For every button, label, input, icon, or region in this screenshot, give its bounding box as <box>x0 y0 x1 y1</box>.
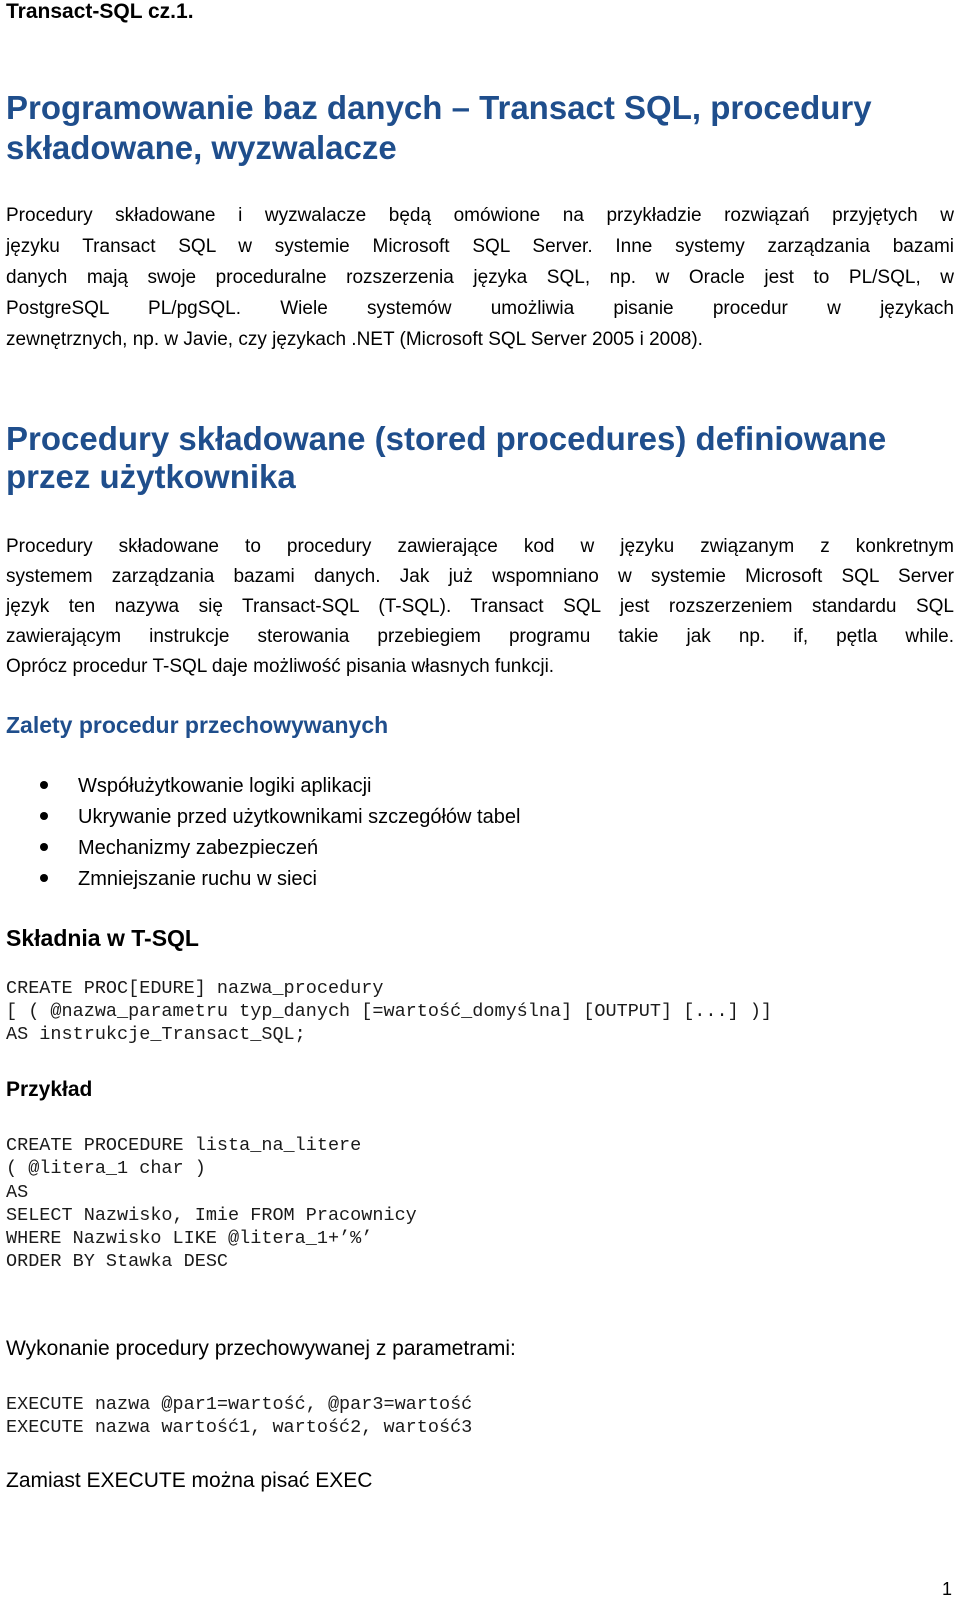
stored-procedures-heading-line-1: Procedury składowane (stored procedures) definiowane <box>6 420 887 457</box>
intro-paragraph-line: PostgreSQL PL/pgSQL. Wiele systemów umożliwia pisanie procedur w językach <box>6 298 954 319</box>
page-number: 1 <box>941 1579 952 1599</box>
example-code-line: ( @litera_1 char ) <box>6 1158 206 1179</box>
list-item-label: Współużytkowanie logiki aplikacji <box>78 775 372 797</box>
bullet-icon <box>40 874 48 882</box>
list-item <box>40 801 520 833</box>
bullet-icon <box>40 812 48 820</box>
advantages-heading: Zalety procedur przechowywanych <box>6 712 389 738</box>
example-code-line: SELECT Nazwisko, Imie FROM Pracownicy <box>6 1205 417 1226</box>
list-item <box>40 863 317 895</box>
intro-paragraph-line: języku Transact SQL w systemie Microsoft SQL Server. Inne systemy zarządzania bazami <box>6 236 954 257</box>
execution-label: Wykonanie procedury przechowywanej z parametrami: <box>6 1337 516 1360</box>
stored-procedures-heading-line-2: przez użytkownika <box>6 458 296 495</box>
document-header: Transact-SQL cz.1. <box>6 0 194 23</box>
list-item-label: Ukrywanie przed użytkownikami szczegółów tabel <box>78 806 521 828</box>
list-item-label: Zmniejszanie ruchu w sieci <box>78 868 317 890</box>
intro-paragraph-line: danych mają swoje proceduralne rozszerzenia języka SQL, np. w Oracle jest to PL/SQL, w <box>6 267 954 288</box>
intro-paragraph-line: zewnętrznych, np. w Javie, czy językach .NET (Microsoft SQL Server 2005 i 2008). <box>6 329 703 350</box>
intro-heading-line-1: Programowanie baz danych – Transact SQL, procedury <box>6 89 872 126</box>
stored-procedures-paragraph-line: zawierającym instrukcje sterowania przebiegiem programu takie jak np. if, pętla while. <box>6 626 954 647</box>
execution-note: Zamiast EXECUTE można pisać EXEC <box>6 1469 373 1492</box>
list-item-label: Mechanizmy zabezpieczeń <box>78 837 319 859</box>
example-heading: Przykład <box>6 1078 93 1101</box>
stored-procedures-paragraph-line: Oprócz procedur T-SQL daje możliwość pisania własnych funkcji. <box>6 656 555 677</box>
execution-code-line: EXECUTE nazwa @par1=wartość, @par3=wartość <box>6 1394 473 1415</box>
syntax-code-line: AS instrukcje_Transact_SQL; <box>6 1024 306 1045</box>
syntax-code-line: [ ( @nazwa_parametru typ_danych [=wartość_domyślna] [OUTPUT] [...] )] <box>6 1001 773 1022</box>
example-code-line: WHERE Nazwisko LIKE @litera_1+’%’ <box>6 1228 373 1249</box>
example-code-line: ORDER BY Stawka DESC <box>6 1251 229 1272</box>
list-item <box>40 770 371 802</box>
stored-procedures-paragraph-line: Procedury składowane to procedury zawierające kod w języku związanym z konkretnym <box>6 536 954 557</box>
list-item <box>40 832 318 864</box>
stored-procedures-paragraph-line: język ten nazywa się Transact-SQL (T-SQL). Transact SQL jest rozszerzeniem standardu SQL <box>6 596 954 617</box>
intro-paragraph-line: Procedury składowane i wyzwalacze będą omówione na przykładzie rozwiązań przyjętych w <box>6 205 954 226</box>
stored-procedures-paragraph-line: systemem zarządzania bazami danych. Jak już wspomniano w systemie Microsoft SQL Server <box>6 566 954 587</box>
intro-heading-line-2: składowane, wyzwalacze <box>6 129 397 166</box>
syntax-code-line: CREATE PROC[EDURE] nazwa_procedury <box>6 978 384 999</box>
syntax-heading: Składnia w T-SQL <box>6 925 199 951</box>
execution-code-line: EXECUTE nazwa wartość1, wartość2, wartość3 <box>6 1417 473 1438</box>
bullet-icon <box>40 781 48 789</box>
example-code-line: CREATE PROCEDURE lista_na_litere <box>6 1135 362 1156</box>
example-code-line: AS <box>6 1182 29 1203</box>
bullet-icon <box>40 843 48 851</box>
